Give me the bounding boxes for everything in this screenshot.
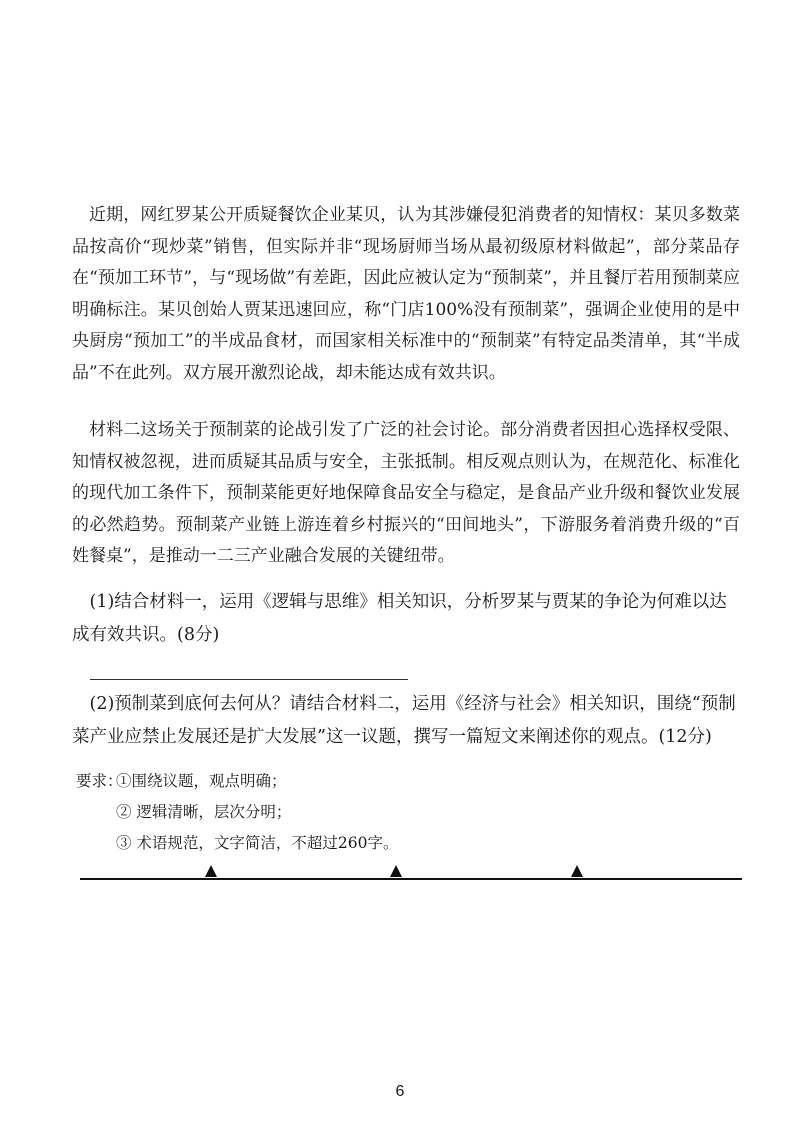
requirements-label: 要求： xyxy=(76,772,123,790)
page-number: 6 xyxy=(395,1083,405,1100)
question-2: (2)预制菜到底何去何从？请结合材料二，运用《经济与社会》相关知识，围绕“预制菜产业应禁止发展还是扩大发展”这一议题，撰写一篇短文来阐述你的观点。(12分) xyxy=(72,694,736,747)
triangle-marker-icon xyxy=(205,865,217,877)
requirement-item: ①围绕议题，观点明确； xyxy=(116,772,287,790)
question-1: (1)结合材料一，运用《逻辑与思维》相关知识，分析罗某与贾某的争论为何难以达成有效共识。(8分) xyxy=(72,592,727,645)
triangle-marker-icon xyxy=(571,865,583,877)
requirement-row xyxy=(76,797,716,828)
triangle-marker-icon xyxy=(390,865,402,877)
requirement-item: ③ 术语规范，文字简洁，不超过260字。 xyxy=(116,834,399,852)
requirement-item: ② 逻辑清晰，层次分明； xyxy=(116,803,292,821)
requirement-row xyxy=(76,828,716,859)
section-separator-line xyxy=(80,878,742,880)
material-one-paragraph: 近期，网红罗某公开质疑餐饮企业某贝，认为其涉嫌侵犯消费者的知情权：某贝多数菜品按高价“现炒菜”销售，但实际并非“现场厨师当场从最初级原材料做起”，部分菜品存在“预加工环节”，与“现场做”有差距，因此应被认定为“预制菜”，并且餐厅若用预制菜应明确标注。某贝创始人贾某迅速回应，称“门店100%没有预制菜”，强调企业使用的是中央厨房“预加工”的半成品食材，而国家相关标准中的“预制菜”有特定品类清单，其“半成品”不在此列。双方展开激烈论战，却未能达成有效共识。 xyxy=(72,205,740,383)
material-two-paragraph: 材料二这场关于预制菜的论战引发了广泛的社会讨论。部分消费者因担心选择权受限、知情权被忽视，进而质疑其品质与安全，主张抵制。相反观点则认为，在规范化、标准化的现代加工条件下，预制菜能更好地保障食品安全与稳定，是食品产业升级和餐饮业发展的必然趋势。预制菜产业链上游连着乡村振兴的“田间地头”，下游服务着消费升级的“百姓餐桌”，是推动一二三产业融合发展的关键纽带。 xyxy=(72,420,740,566)
answer-line xyxy=(90,679,408,680)
requirement-row xyxy=(76,766,716,797)
requirements-block xyxy=(76,766,716,859)
